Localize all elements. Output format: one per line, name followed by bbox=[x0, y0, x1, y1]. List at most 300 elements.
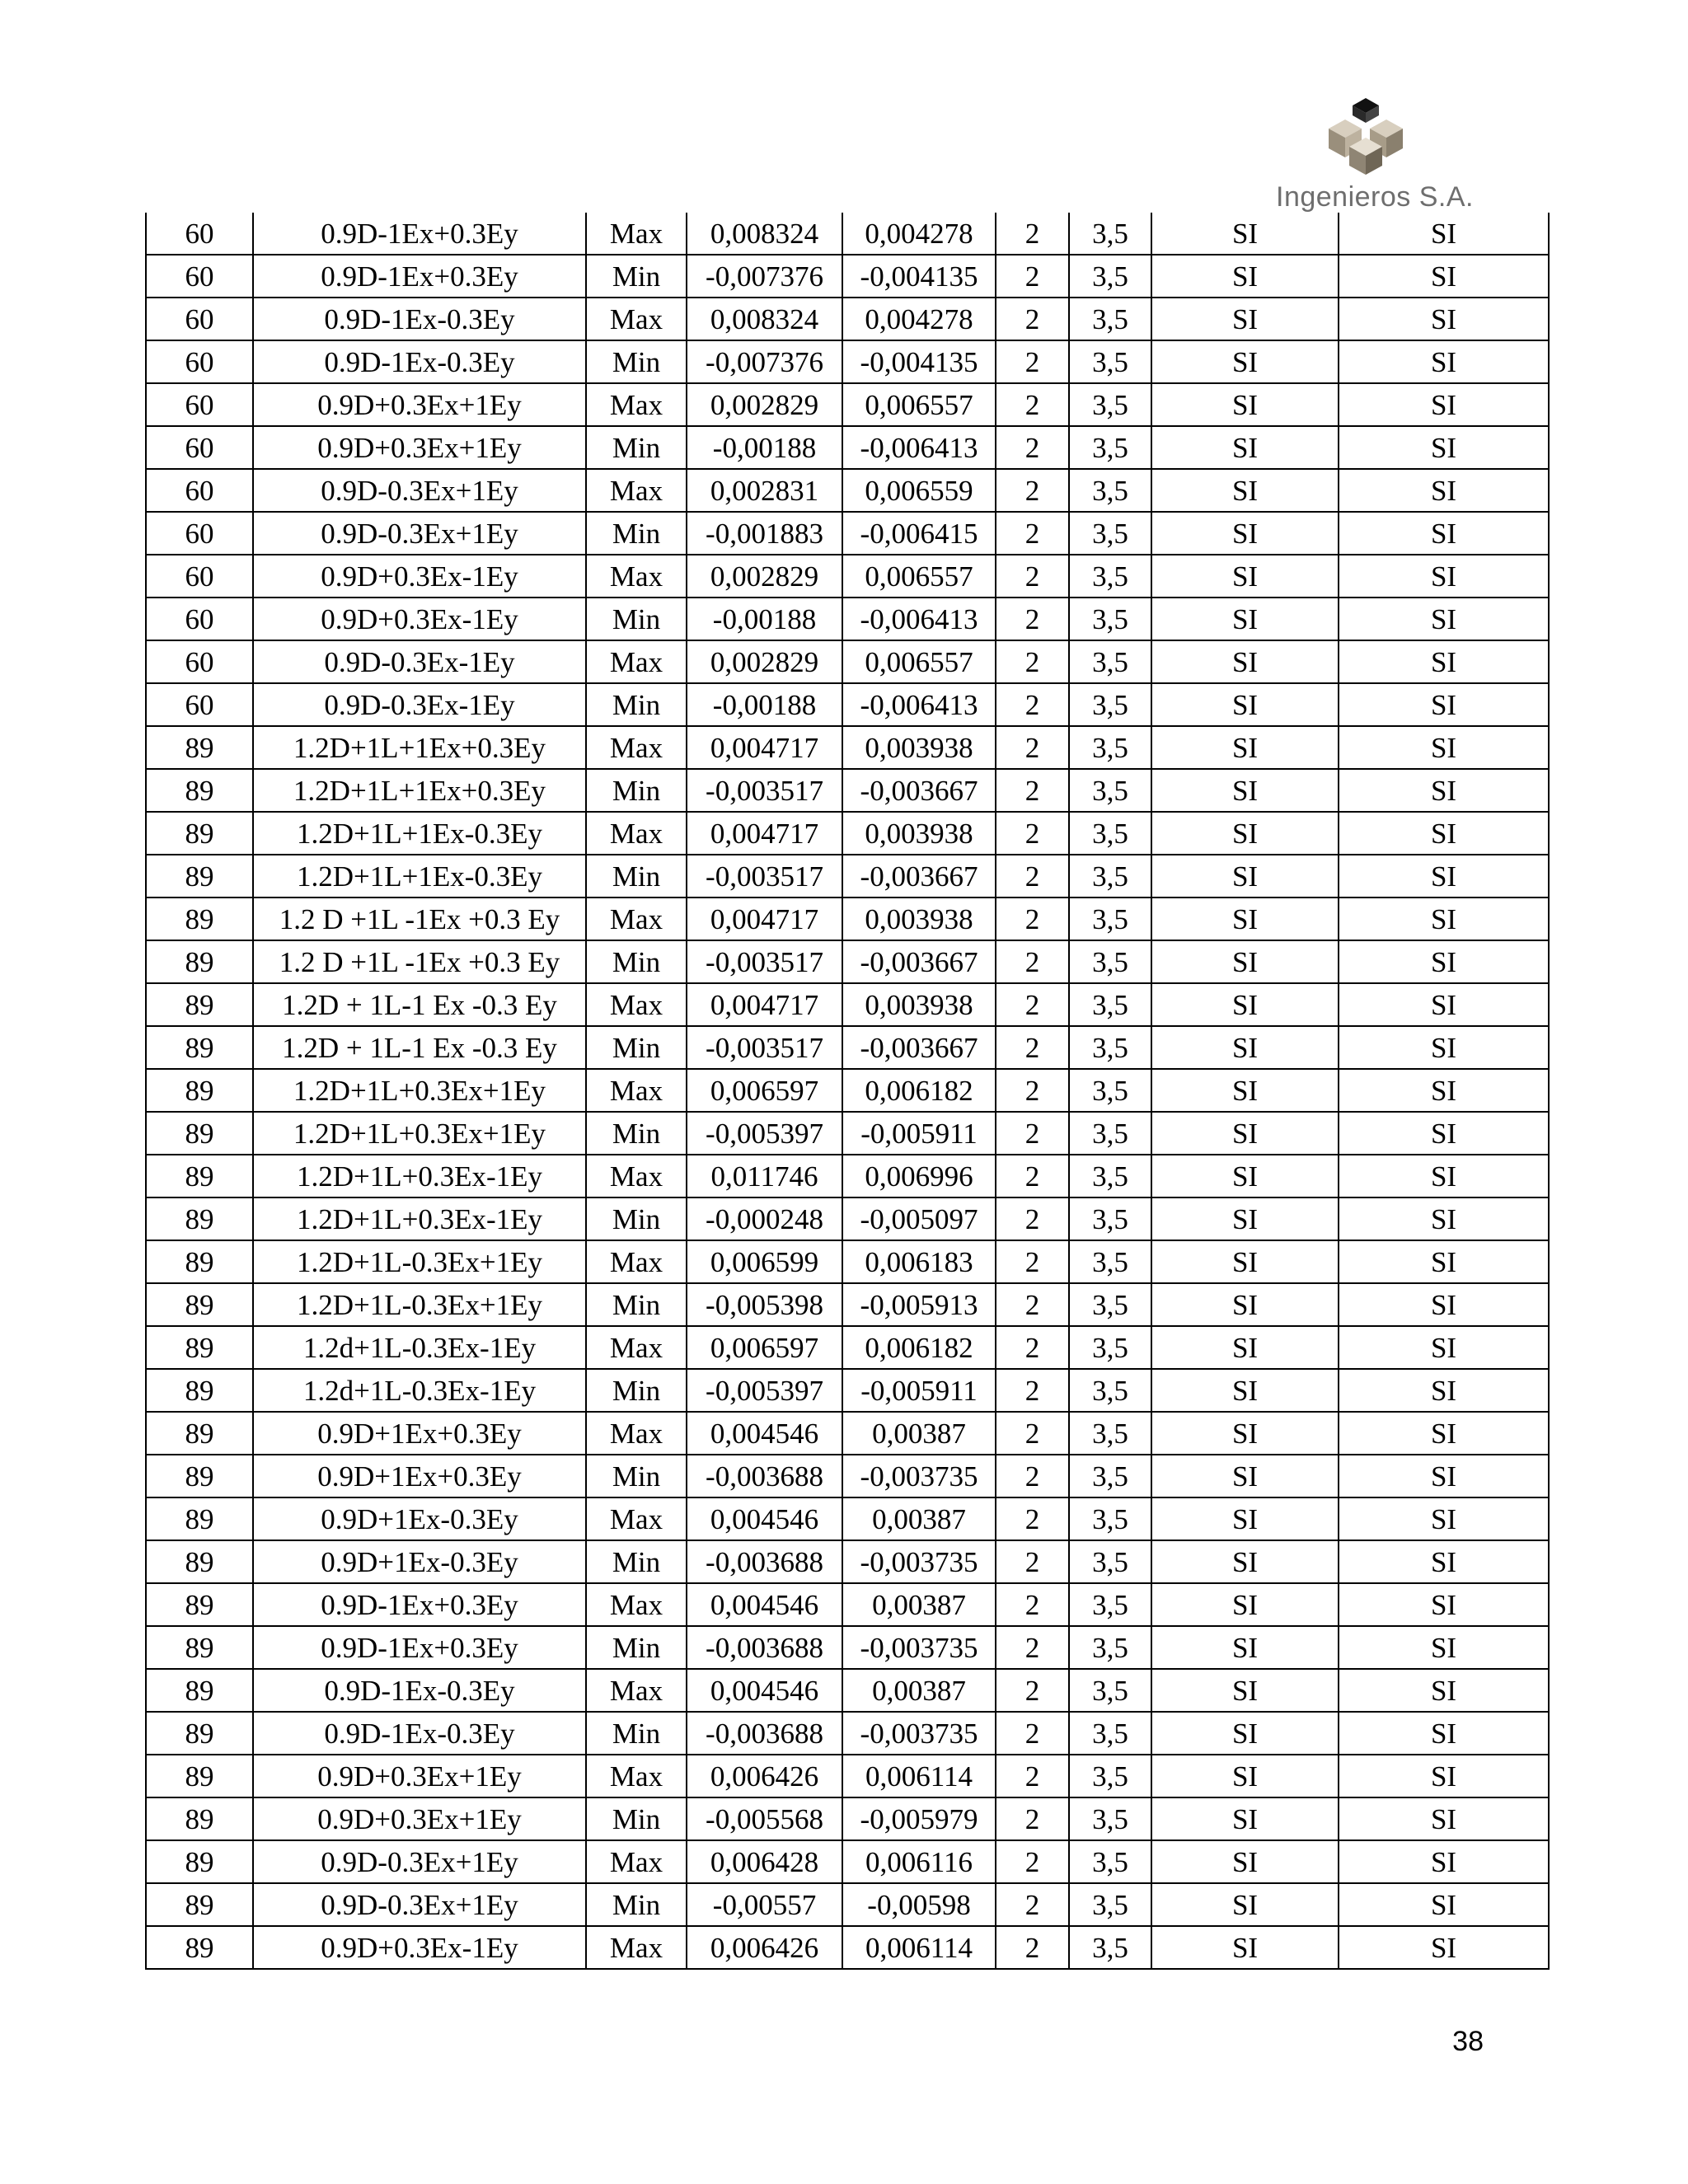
limit-cell: 3,5 bbox=[1069, 1112, 1151, 1155]
drift-y-cell: 0,006183 bbox=[842, 1240, 996, 1283]
isometric-cube-logo-icon bbox=[1320, 95, 1411, 177]
limit-factor-cell: 2 bbox=[996, 1755, 1069, 1797]
drift-x-cell: 0,006426 bbox=[687, 1926, 842, 1969]
story-cell: 60 bbox=[146, 340, 253, 383]
drift-y-cell: -0,004135 bbox=[842, 340, 996, 383]
check-y-cell: SI bbox=[1339, 1026, 1549, 1069]
drift-x-cell: 0,002831 bbox=[687, 469, 842, 512]
limit-factor-cell: 2 bbox=[996, 1240, 1069, 1283]
check-y-cell: SI bbox=[1339, 469, 1549, 512]
max-min-cell: Min bbox=[586, 1026, 687, 1069]
story-cell: 89 bbox=[146, 1369, 253, 1412]
drift-x-cell: 0,008324 bbox=[687, 213, 842, 255]
max-min-cell: Max bbox=[586, 983, 687, 1026]
limit-cell: 3,5 bbox=[1069, 213, 1151, 255]
max-min-cell: Max bbox=[586, 1840, 687, 1883]
check-y-cell: SI bbox=[1339, 1797, 1549, 1840]
limit-factor-cell: 2 bbox=[996, 683, 1069, 726]
limit-cell: 3,5 bbox=[1069, 1926, 1151, 1969]
load-combination-cell: 0.9D-1Ex+0.3Ey bbox=[253, 1626, 586, 1669]
load-combination-cell: 0.9D-1Ex+0.3Ey bbox=[253, 255, 586, 298]
load-combination-cell: 1.2 D +1L -1Ex +0.3 Ey bbox=[253, 898, 586, 940]
story-cell: 89 bbox=[146, 1026, 253, 1069]
load-combination-cell: 0.9D-0.3Ex+1Ey bbox=[253, 469, 586, 512]
max-min-cell: Min bbox=[586, 1626, 687, 1669]
drift-y-cell: -0,003667 bbox=[842, 940, 996, 983]
max-min-cell: Max bbox=[586, 383, 687, 426]
load-combination-cell: 0.9D+0.3Ex-1Ey bbox=[253, 598, 586, 640]
drift-y-cell: 0,00387 bbox=[842, 1412, 996, 1455]
story-cell: 89 bbox=[146, 983, 253, 1026]
table-row bbox=[146, 683, 1549, 726]
drift-x-cell: 0,006599 bbox=[687, 1240, 842, 1283]
drift-y-cell: 0,006182 bbox=[842, 1326, 996, 1369]
limit-factor-cell: 2 bbox=[996, 940, 1069, 983]
story-cell: 60 bbox=[146, 469, 253, 512]
limit-factor-cell: 2 bbox=[996, 298, 1069, 340]
load-combination-cell: 0.9D+0.3Ex+1Ey bbox=[253, 426, 586, 469]
drift-y-cell: -0,005097 bbox=[842, 1197, 996, 1240]
drift-x-cell: -0,007376 bbox=[687, 340, 842, 383]
story-cell: 89 bbox=[146, 1240, 253, 1283]
limit-factor-cell: 2 bbox=[996, 213, 1069, 255]
check-x-cell: SI bbox=[1151, 726, 1339, 769]
max-min-cell: Max bbox=[586, 1069, 687, 1112]
check-x-cell: SI bbox=[1151, 469, 1339, 512]
drift-x-cell: 0,004717 bbox=[687, 983, 842, 1026]
limit-cell: 3,5 bbox=[1069, 726, 1151, 769]
load-combination-cell: 0.9D+1Ex-0.3Ey bbox=[253, 1497, 586, 1540]
limit-factor-cell: 2 bbox=[996, 898, 1069, 940]
load-combination-cell: 1.2D + 1L-1 Ex -0.3 Ey bbox=[253, 1026, 586, 1069]
check-x-cell: SI bbox=[1151, 1412, 1339, 1455]
check-x-cell: SI bbox=[1151, 898, 1339, 940]
check-y-cell: SI bbox=[1339, 1626, 1549, 1669]
limit-cell: 3,5 bbox=[1069, 940, 1151, 983]
limit-factor-cell: 2 bbox=[996, 983, 1069, 1026]
check-x-cell: SI bbox=[1151, 1197, 1339, 1240]
check-x-cell: SI bbox=[1151, 426, 1339, 469]
load-combination-cell: 0.9D-0.3Ex+1Ey bbox=[253, 1883, 586, 1926]
max-min-cell: Max bbox=[586, 1926, 687, 1969]
max-min-cell: Min bbox=[586, 1797, 687, 1840]
check-x-cell: SI bbox=[1151, 1712, 1339, 1755]
drift-x-cell: -0,00557 bbox=[687, 1883, 842, 1926]
check-x-cell: SI bbox=[1151, 683, 1339, 726]
check-y-cell: SI bbox=[1339, 1197, 1549, 1240]
limit-cell: 3,5 bbox=[1069, 812, 1151, 855]
load-combination-cell: 1.2D+1L-0.3Ex+1Ey bbox=[253, 1240, 586, 1283]
limit-factor-cell: 2 bbox=[996, 1712, 1069, 1755]
story-cell: 89 bbox=[146, 1540, 253, 1583]
limit-cell: 3,5 bbox=[1069, 298, 1151, 340]
drift-x-cell: -0,00188 bbox=[687, 598, 842, 640]
max-min-cell: Min bbox=[586, 1712, 687, 1755]
check-y-cell: SI bbox=[1339, 426, 1549, 469]
check-x-cell: SI bbox=[1151, 383, 1339, 426]
drift-x-cell: 0,006426 bbox=[687, 1755, 842, 1797]
drift-y-cell: 0,003938 bbox=[842, 812, 996, 855]
load-combination-cell: 1.2 D +1L -1Ex +0.3 Ey bbox=[253, 940, 586, 983]
max-min-cell: Min bbox=[586, 426, 687, 469]
limit-factor-cell: 2 bbox=[996, 1926, 1069, 1969]
limit-cell: 3,5 bbox=[1069, 512, 1151, 555]
limit-factor-cell: 2 bbox=[996, 1069, 1069, 1112]
story-cell: 60 bbox=[146, 683, 253, 726]
load-combination-cell: 0.9D+1Ex+0.3Ey bbox=[253, 1412, 586, 1455]
drift-y-cell: 0,004278 bbox=[842, 213, 996, 255]
max-min-cell: Min bbox=[586, 1883, 687, 1926]
limit-cell: 3,5 bbox=[1069, 1497, 1151, 1540]
max-min-cell: Min bbox=[586, 1455, 687, 1497]
drift-x-cell: 0,002829 bbox=[687, 555, 842, 598]
drift-y-cell: -0,006413 bbox=[842, 683, 996, 726]
limit-factor-cell: 2 bbox=[996, 469, 1069, 512]
drift-x-cell: -0,00188 bbox=[687, 683, 842, 726]
check-y-cell: SI bbox=[1339, 812, 1549, 855]
load-combination-cell: 1.2D + 1L-1 Ex -0.3 Ey bbox=[253, 983, 586, 1026]
check-x-cell: SI bbox=[1151, 1155, 1339, 1197]
table-row bbox=[146, 726, 1549, 769]
story-cell: 89 bbox=[146, 1155, 253, 1197]
load-combination-cell: 1.2d+1L-0.3Ex-1Ey bbox=[253, 1326, 586, 1369]
limit-factor-cell: 2 bbox=[996, 1669, 1069, 1712]
story-cell: 89 bbox=[146, 1283, 253, 1326]
check-x-cell: SI bbox=[1151, 640, 1339, 683]
check-x-cell: SI bbox=[1151, 213, 1339, 255]
drift-y-cell: 0,006557 bbox=[842, 640, 996, 683]
check-y-cell: SI bbox=[1339, 1240, 1549, 1283]
limit-cell: 3,5 bbox=[1069, 1026, 1151, 1069]
drift-y-cell: 0,006114 bbox=[842, 1926, 996, 1969]
drift-y-cell: 0,006114 bbox=[842, 1755, 996, 1797]
story-cell: 89 bbox=[146, 1326, 253, 1369]
check-x-cell: SI bbox=[1151, 855, 1339, 898]
drift-x-cell: -0,005397 bbox=[687, 1369, 842, 1412]
drift-y-cell: -0,005911 bbox=[842, 1112, 996, 1155]
load-combination-cell: 1.2D+1L+0.3Ex-1Ey bbox=[253, 1155, 586, 1197]
table-row bbox=[146, 555, 1549, 598]
table-row bbox=[146, 1326, 1549, 1369]
drift-y-cell: 0,00387 bbox=[842, 1583, 996, 1626]
check-x-cell: SI bbox=[1151, 1026, 1339, 1069]
story-cell: 89 bbox=[146, 1712, 253, 1755]
max-min-cell: Min bbox=[586, 340, 687, 383]
drift-x-cell: -0,00188 bbox=[687, 426, 842, 469]
table-row bbox=[146, 1026, 1549, 1069]
check-y-cell: SI bbox=[1339, 983, 1549, 1026]
drift-y-cell: 0,006116 bbox=[842, 1840, 996, 1883]
check-x-cell: SI bbox=[1151, 812, 1339, 855]
limit-cell: 3,5 bbox=[1069, 383, 1151, 426]
drift-x-cell: -0,003517 bbox=[687, 1026, 842, 1069]
max-min-cell: Max bbox=[586, 726, 687, 769]
check-y-cell: SI bbox=[1339, 683, 1549, 726]
limit-factor-cell: 2 bbox=[996, 555, 1069, 598]
drift-y-cell: -0,003667 bbox=[842, 1026, 996, 1069]
table-row bbox=[146, 1497, 1549, 1540]
check-y-cell: SI bbox=[1339, 1712, 1549, 1755]
limit-factor-cell: 2 bbox=[996, 512, 1069, 555]
check-y-cell: SI bbox=[1339, 340, 1549, 383]
check-y-cell: SI bbox=[1339, 1883, 1549, 1926]
check-y-cell: SI bbox=[1339, 1069, 1549, 1112]
story-cell: 60 bbox=[146, 512, 253, 555]
results-table-container bbox=[145, 213, 1548, 1970]
max-min-cell: Max bbox=[586, 298, 687, 340]
limit-factor-cell: 2 bbox=[996, 1369, 1069, 1412]
limit-cell: 3,5 bbox=[1069, 469, 1151, 512]
drift-y-cell: -0,004135 bbox=[842, 255, 996, 298]
table-row bbox=[146, 1455, 1549, 1497]
story-cell: 89 bbox=[146, 1455, 253, 1497]
limit-cell: 3,5 bbox=[1069, 769, 1151, 812]
load-combination-cell: 0.9D+0.3Ex-1Ey bbox=[253, 555, 586, 598]
table-row bbox=[146, 1840, 1549, 1883]
check-x-cell: SI bbox=[1151, 1883, 1339, 1926]
drift-y-cell: -0,005911 bbox=[842, 1369, 996, 1412]
table-row bbox=[146, 213, 1549, 255]
load-combination-cell: 0.9D-0.3Ex+1Ey bbox=[253, 1840, 586, 1883]
limit-cell: 3,5 bbox=[1069, 598, 1151, 640]
limit-factor-cell: 2 bbox=[996, 726, 1069, 769]
story-cell: 89 bbox=[146, 1583, 253, 1626]
check-y-cell: SI bbox=[1339, 1155, 1549, 1197]
drift-x-cell: 0,004546 bbox=[687, 1497, 842, 1540]
limit-cell: 3,5 bbox=[1069, 255, 1151, 298]
drift-y-cell: 0,00387 bbox=[842, 1497, 996, 1540]
max-min-cell: Min bbox=[586, 1369, 687, 1412]
limit-cell: 3,5 bbox=[1069, 1197, 1151, 1240]
limit-cell: 3,5 bbox=[1069, 1155, 1151, 1197]
table-row bbox=[146, 1240, 1549, 1283]
max-min-cell: Max bbox=[586, 1497, 687, 1540]
check-x-cell: SI bbox=[1151, 1669, 1339, 1712]
drift-y-cell: -0,006413 bbox=[842, 598, 996, 640]
table-row bbox=[146, 1926, 1549, 1969]
drift-x-cell: 0,004546 bbox=[687, 1583, 842, 1626]
check-y-cell: SI bbox=[1339, 1540, 1549, 1583]
drift-x-cell: 0,004546 bbox=[687, 1669, 842, 1712]
check-y-cell: SI bbox=[1339, 255, 1549, 298]
max-min-cell: Min bbox=[586, 683, 687, 726]
max-min-cell: Max bbox=[586, 1155, 687, 1197]
table-row bbox=[146, 1797, 1549, 1840]
story-cell: 89 bbox=[146, 940, 253, 983]
limit-cell: 3,5 bbox=[1069, 1583, 1151, 1626]
story-cell: 60 bbox=[146, 383, 253, 426]
limit-factor-cell: 2 bbox=[996, 1797, 1069, 1840]
check-x-cell: SI bbox=[1151, 1540, 1339, 1583]
check-x-cell: SI bbox=[1151, 298, 1339, 340]
max-min-cell: Min bbox=[586, 598, 687, 640]
check-x-cell: SI bbox=[1151, 1797, 1339, 1840]
check-y-cell: SI bbox=[1339, 1926, 1549, 1969]
drift-y-cell: -0,006413 bbox=[842, 426, 996, 469]
max-min-cell: Min bbox=[586, 1540, 687, 1583]
drift-x-cell: 0,002829 bbox=[687, 640, 842, 683]
check-x-cell: SI bbox=[1151, 1840, 1339, 1883]
load-combination-cell: 0.9D-1Ex-0.3Ey bbox=[253, 1669, 586, 1712]
table-row bbox=[146, 1069, 1549, 1112]
drift-x-cell: 0,004717 bbox=[687, 898, 842, 940]
check-y-cell: SI bbox=[1339, 1283, 1549, 1326]
table-row bbox=[146, 340, 1549, 383]
check-y-cell: SI bbox=[1339, 726, 1549, 769]
limit-factor-cell: 2 bbox=[996, 1326, 1069, 1369]
story-cell: 89 bbox=[146, 1112, 253, 1155]
check-y-cell: SI bbox=[1339, 1112, 1549, 1155]
story-cell: 89 bbox=[146, 1497, 253, 1540]
check-y-cell: SI bbox=[1339, 1369, 1549, 1412]
load-combination-cell: 1.2D+1L+0.3Ex-1Ey bbox=[253, 1197, 586, 1240]
results-table bbox=[145, 213, 1550, 1970]
story-cell: 89 bbox=[146, 1669, 253, 1712]
limit-factor-cell: 2 bbox=[996, 812, 1069, 855]
check-x-cell: SI bbox=[1151, 1369, 1339, 1412]
drift-x-cell: -0,000248 bbox=[687, 1197, 842, 1240]
check-x-cell: SI bbox=[1151, 1626, 1339, 1669]
limit-cell: 3,5 bbox=[1069, 1369, 1151, 1412]
load-combination-cell: 0.9D-1Ex-0.3Ey bbox=[253, 298, 586, 340]
table-row bbox=[146, 1412, 1549, 1455]
limit-cell: 3,5 bbox=[1069, 340, 1151, 383]
limit-cell: 3,5 bbox=[1069, 1283, 1151, 1326]
limit-cell: 3,5 bbox=[1069, 640, 1151, 683]
check-y-cell: SI bbox=[1339, 1755, 1549, 1797]
check-y-cell: SI bbox=[1339, 855, 1549, 898]
check-y-cell: SI bbox=[1339, 1497, 1549, 1540]
drift-x-cell: 0,002829 bbox=[687, 383, 842, 426]
check-x-cell: SI bbox=[1151, 983, 1339, 1026]
limit-cell: 3,5 bbox=[1069, 555, 1151, 598]
limit-cell: 3,5 bbox=[1069, 1883, 1151, 1926]
limit-factor-cell: 2 bbox=[996, 255, 1069, 298]
max-min-cell: Max bbox=[586, 1412, 687, 1455]
limit-factor-cell: 2 bbox=[996, 1283, 1069, 1326]
drift-x-cell: -0,003517 bbox=[687, 855, 842, 898]
limit-cell: 3,5 bbox=[1069, 1669, 1151, 1712]
story-cell: 60 bbox=[146, 213, 253, 255]
page-number: 38 bbox=[1452, 2026, 1484, 2057]
max-min-cell: Min bbox=[586, 769, 687, 812]
drift-x-cell: -0,005398 bbox=[687, 1283, 842, 1326]
drift-x-cell: 0,004717 bbox=[687, 726, 842, 769]
drift-x-cell: 0,004546 bbox=[687, 1412, 842, 1455]
drift-x-cell: 0,006597 bbox=[687, 1326, 842, 1369]
check-x-cell: SI bbox=[1151, 1497, 1339, 1540]
max-min-cell: Min bbox=[586, 940, 687, 983]
story-cell: 89 bbox=[146, 812, 253, 855]
table-row bbox=[146, 469, 1549, 512]
max-min-cell: Min bbox=[586, 1283, 687, 1326]
drift-y-cell: -0,003735 bbox=[842, 1540, 996, 1583]
limit-factor-cell: 2 bbox=[996, 1583, 1069, 1626]
table-row bbox=[146, 1283, 1549, 1326]
limit-factor-cell: 2 bbox=[996, 1626, 1069, 1669]
check-y-cell: SI bbox=[1339, 1326, 1549, 1369]
table-row bbox=[146, 1712, 1549, 1755]
check-x-cell: SI bbox=[1151, 940, 1339, 983]
drift-y-cell: 0,00387 bbox=[842, 1669, 996, 1712]
story-cell: 60 bbox=[146, 298, 253, 340]
limit-cell: 3,5 bbox=[1069, 1326, 1151, 1369]
limit-factor-cell: 2 bbox=[996, 383, 1069, 426]
load-combination-cell: 0.9D+1Ex-0.3Ey bbox=[253, 1540, 586, 1583]
limit-factor-cell: 2 bbox=[996, 1840, 1069, 1883]
limit-cell: 3,5 bbox=[1069, 1626, 1151, 1669]
check-x-cell: SI bbox=[1151, 255, 1339, 298]
drift-x-cell: -0,003688 bbox=[687, 1626, 842, 1669]
check-x-cell: SI bbox=[1151, 1455, 1339, 1497]
load-combination-cell: 1.2D+1L+1Ex-0.3Ey bbox=[253, 812, 586, 855]
drift-y-cell: 0,004278 bbox=[842, 298, 996, 340]
drift-x-cell: 0,011746 bbox=[687, 1155, 842, 1197]
limit-cell: 3,5 bbox=[1069, 426, 1151, 469]
check-y-cell: SI bbox=[1339, 1455, 1549, 1497]
max-min-cell: Max bbox=[586, 1669, 687, 1712]
table-row bbox=[146, 298, 1549, 340]
story-cell: 89 bbox=[146, 1626, 253, 1669]
table-row bbox=[146, 940, 1549, 983]
max-min-cell: Max bbox=[586, 640, 687, 683]
limit-cell: 3,5 bbox=[1069, 1755, 1151, 1797]
story-cell: 60 bbox=[146, 555, 253, 598]
table-row bbox=[146, 1112, 1549, 1155]
max-min-cell: Max bbox=[586, 555, 687, 598]
story-cell: 89 bbox=[146, 1840, 253, 1883]
check-x-cell: SI bbox=[1151, 769, 1339, 812]
load-combination-cell: 1.2D+1L+1Ex+0.3Ey bbox=[253, 726, 586, 769]
story-cell: 60 bbox=[146, 640, 253, 683]
load-combination-cell: 1.2D+1L-0.3Ex+1Ey bbox=[253, 1283, 586, 1326]
check-y-cell: SI bbox=[1339, 512, 1549, 555]
drift-y-cell: 0,006996 bbox=[842, 1155, 996, 1197]
limit-cell: 3,5 bbox=[1069, 855, 1151, 898]
limit-cell: 3,5 bbox=[1069, 1712, 1151, 1755]
load-combination-cell: 1.2d+1L-0.3Ex-1Ey bbox=[253, 1369, 586, 1412]
check-x-cell: SI bbox=[1151, 1326, 1339, 1369]
load-combination-cell: 0.9D-1Ex-0.3Ey bbox=[253, 340, 586, 383]
drift-x-cell: -0,003517 bbox=[687, 769, 842, 812]
story-cell: 60 bbox=[146, 598, 253, 640]
story-cell: 89 bbox=[146, 726, 253, 769]
drift-y-cell: -0,003735 bbox=[842, 1712, 996, 1755]
drift-y-cell: -0,00598 bbox=[842, 1883, 996, 1926]
check-y-cell: SI bbox=[1339, 298, 1549, 340]
limit-factor-cell: 2 bbox=[996, 1883, 1069, 1926]
limit-factor-cell: 2 bbox=[996, 598, 1069, 640]
check-x-cell: SI bbox=[1151, 340, 1339, 383]
load-combination-cell: 0.9D-0.3Ex+1Ey bbox=[253, 512, 586, 555]
load-combination-cell: 0.9D-1Ex+0.3Ey bbox=[253, 1583, 586, 1626]
table-row bbox=[146, 769, 1549, 812]
check-x-cell: SI bbox=[1151, 1283, 1339, 1326]
max-min-cell: Max bbox=[586, 1326, 687, 1369]
drift-x-cell: -0,005397 bbox=[687, 1112, 842, 1155]
limit-cell: 3,5 bbox=[1069, 983, 1151, 1026]
limit-factor-cell: 2 bbox=[996, 855, 1069, 898]
story-cell: 60 bbox=[146, 255, 253, 298]
drift-x-cell: -0,005568 bbox=[687, 1797, 842, 1840]
max-min-cell: Min bbox=[586, 512, 687, 555]
limit-factor-cell: 2 bbox=[996, 1197, 1069, 1240]
table-row bbox=[146, 426, 1549, 469]
limit-factor-cell: 2 bbox=[996, 340, 1069, 383]
table-row bbox=[146, 983, 1549, 1026]
table-row bbox=[146, 898, 1549, 940]
drift-y-cell: -0,003667 bbox=[842, 769, 996, 812]
